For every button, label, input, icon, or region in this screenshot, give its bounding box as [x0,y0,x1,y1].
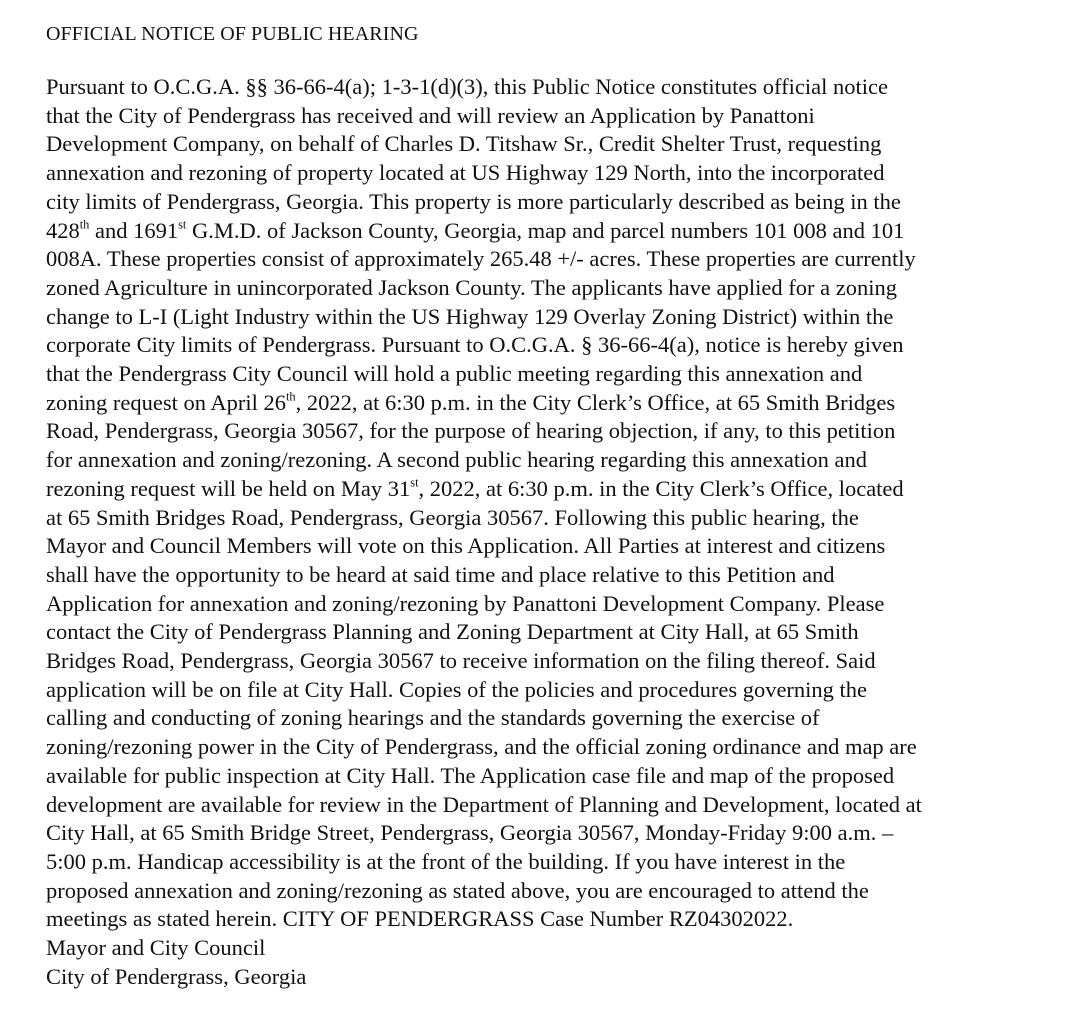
signature-line-1: Mayor and City Council [46,935,266,961]
notice-body-line: Bridges Road, Pendergrass, Georgia 30567 to receive information on the filing thereof. Said [46,648,876,674]
notice-body-line [46,217,1046,246]
notice-body-line: for annexation and zoning/rezoning. A second public hearing regarding this annexation and [46,447,868,473]
notice-body-line: zoning/rezoning power in the City of Pendergrass, and the official zoning ordinance and map are [46,734,917,760]
public-notice-document [46,20,1046,992]
notice-body-line: shall have the opportunity to be heard at said time and place relative to this Petition and [46,561,835,587]
notice-body-line: at 65 Smith Bridges Road, Pendergrass, Georgia 30567. Following this public hearing, the [46,504,859,530]
notice-body-line: change to L-I (Light Industry within the US Highway 129 Overlay Zoning District) within the [46,303,894,329]
notice-body-line: that the Pendergrass City Council will hold a public meeting regarding this annexation and [46,361,863,387]
signature-line-2: City of Pendergrass, Georgia [46,963,307,989]
line-text: G.M.D. of Jackson County, Georgia, map and parcel numbers 101 008 and 101 [186,217,905,243]
notice-body [46,73,1046,934]
line-text: , 2022, at 6:30 p.m. in the City Clerk’s Office, located [418,475,904,501]
notice-body-line: Development Company, on behalf of Charles D. Titshaw Sr., Credit Shelter Trust, requesting [46,131,882,157]
notice-body-line: proposed annexation and zoning/rezoning as stated above, you are encouraged to attend the [46,877,869,903]
notice-body-line: application will be on file at City Hall. Copies of the policies and procedures governing the [46,676,868,702]
notice-body-line: that the City of Pendergrass has received and will review an Application by Panattoni [46,102,815,128]
notice-body-line: Road, Pendergrass, Georgia 30567, for the purpose of hearing objection, if any, to this petition [46,418,896,444]
line-text: , 2022, at 6:30 p.m. in the City Clerk’s Office, at 65 Smith Bridges [295,389,896,415]
line-text: zoning request on April 26 [46,389,286,415]
notice-body-line: development are available for review in the Department of Planning and Development, located at [46,791,922,817]
ordinal-suffix: st [178,217,187,232]
notice-body-line: Mayor and Council Members will vote on this Application. All Parties at interest and citizens [46,533,886,559]
notice-body-line: 008A. These properties consist of approximately 265.48 +/- acres. These properties are currently [46,246,916,272]
notice-body-line: Pursuant to O.C.G.A. §§ 36-66-4(a); 1-3-1(d)(3), this Public Notice constitutes official notice [46,74,888,99]
notice-body-line [46,389,1046,418]
notice-body-line: zoned Agriculture in unincorporated Jackson County. The applicants have applied for a zoning [46,274,898,300]
ordinal-suffix: st [410,475,419,490]
notice-body-line: contact the City of Pendergrass Planning and Zoning Department at City Hall, at 65 Smith [46,619,859,645]
notice-body-line: corporate City limits of Pendergrass. Pursuant to O.C.G.A. § 36-66-4(a), notice is hereby given [46,332,904,358]
line-text: rezoning request will be held on May 31 [46,475,411,501]
notice-body-line: meetings as stated herein. CITY OF PENDERGRASS Case Number RZ04302022. [46,906,794,932]
ordinal-suffix: th [285,389,296,404]
notice-body-line [46,475,1046,504]
ordinal-suffix: th [79,217,90,232]
notice-body-line: city limits of Pendergrass, Georgia. This property is more particularly described as being in the [46,188,901,214]
line-text: and 1691 [89,217,179,243]
notice-body-line: annexation and rezoning of property located at US Highway 129 North, into the incorporated [46,160,885,186]
notice-body-line: 5:00 p.m. Handicap accessibility is at the front of the building. If you have interest in the [46,848,846,874]
notice-body-line: available for public inspection at City Hall. The Application case file and map of the proposed [46,762,895,788]
notice-title: OFFICIAL NOTICE OF PUBLIC HEARING [46,23,419,45]
notice-body-line: City Hall, at 65 Smith Bridge Street, Pendergrass, Georgia 30567, Monday-Friday 9:00 a.m. – [46,820,894,846]
notice-body-line: Application for annexation and zoning/rezoning by Panattoni Development Company. Please [46,590,885,616]
notice-body-line: calling and conducting of zoning hearings and the standards governing the exercise of [46,705,820,731]
signature-block [46,934,1046,991]
line-text: 428 [46,217,80,243]
